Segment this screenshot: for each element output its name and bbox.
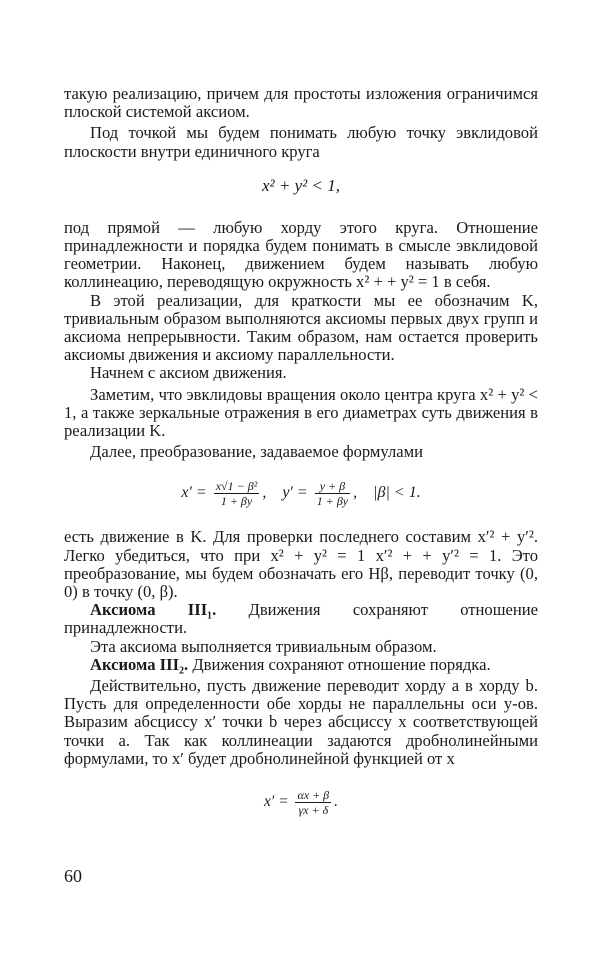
fraction-xp	[214, 479, 260, 508]
fraction-numerator: αx + β	[297, 788, 330, 803]
formula-xp-lhs: x′ =	[181, 484, 207, 502]
paragraph: Начнем с аксиом движения.	[90, 363, 287, 383]
formula-fractional-linear: x′ = $\frac{\alpha x + \beta}{\gamma x + \delta}$ .	[263, 788, 339, 818]
formula-yp-lhs: y′ =	[282, 484, 308, 502]
fraction-numerator: y + β	[315, 479, 350, 494]
formula-lhs: x′ =	[263, 793, 289, 811]
paragraph: Эта аксиома выполняется тривиальным образом.	[90, 636, 437, 656]
paragraph: Под точкой мы будем понимать любую точку эвклидовой плоскости внутри единичного круга	[64, 123, 538, 161]
formula-unit-circle: x² + y² < 1,	[262, 175, 340, 195]
fraction-denominator: 1 + βy	[220, 494, 253, 509]
paragraph: Действительно, пусть движение переводит хорду a в хорду b. Пусть для определенности обе хорды не параллельны оси y-ов. Выразим абсциссу x′ точки b через абсциссу x соответствующей точки a. Так как коллинеации задаются дробнолинейными формулами, то x′ будет дробнолинейной функцией от x	[64, 676, 538, 768]
axiom-paragraph	[64, 656, 538, 674]
fraction-denominator: γx + δ	[298, 803, 329, 818]
fraction-denominator: 1 + βy	[316, 494, 349, 509]
page-body	[64, 85, 538, 817]
axiom-text: Движения сохраняют отношение принадлежности.	[64, 600, 538, 638]
axiom-text: Движения сохраняют отношение порядка.	[192, 654, 491, 674]
paragraph: такую реализацию, причем для простоты изложения ограничимся плоской системой аксиом.	[64, 84, 538, 122]
paragraph: Далее, преобразование, задаваемое формулами	[90, 442, 424, 462]
axiom-title: Аксиома III₁.	[90, 600, 217, 620]
paragraph: под прямой — любую хорду этого круга. Отношение принадлежности и порядка будем понимать в смысле эвклидовой геометрии. Наконец, движением будем называть любую коллинеацию, переводящую окружность x² + + y² = 1 в себя.	[64, 217, 538, 292]
page-number: 60	[64, 866, 82, 886]
formula-condition: |β| < 1.	[373, 484, 421, 502]
axiom-paragraph	[64, 601, 538, 637]
paragraph: В этой реализации, для краткости мы ее обозначим K, тривиальным образом выполняются аксиомы первых двух групп и аксиома непрерывности. Таким образом, нам остается проверить аксиомы движения и аксиому параллельности.	[64, 290, 538, 365]
fraction	[295, 788, 331, 817]
fraction-yp	[315, 479, 350, 508]
paragraph: Заметим, что эвклидовы вращения около центра круга x² + y² < 1, а также зеркальные отражения в его диаметрах суть движения в реализации K.	[64, 384, 538, 441]
paragraph: есть движение в K. Для проверки последнего составим x′² + y′². Легко убедиться, что при x² + y² = 1 x′² + + y′² = 1. Это преобразование, мы будем обозначать его Hβ, переводит точку (0, 0) в точку (0, β).	[64, 527, 538, 602]
formula-transformation: x′ = $\frac{\text{x√1 − β²}}{1 + \beta y}$ , y′ = $\frac{y + \beta}{1 + \beta y}$ , |β| < 1.	[181, 479, 421, 509]
fraction-numerator: x√1 − β²	[215, 479, 258, 494]
axiom-title: Аксиома III₂.	[90, 654, 189, 674]
